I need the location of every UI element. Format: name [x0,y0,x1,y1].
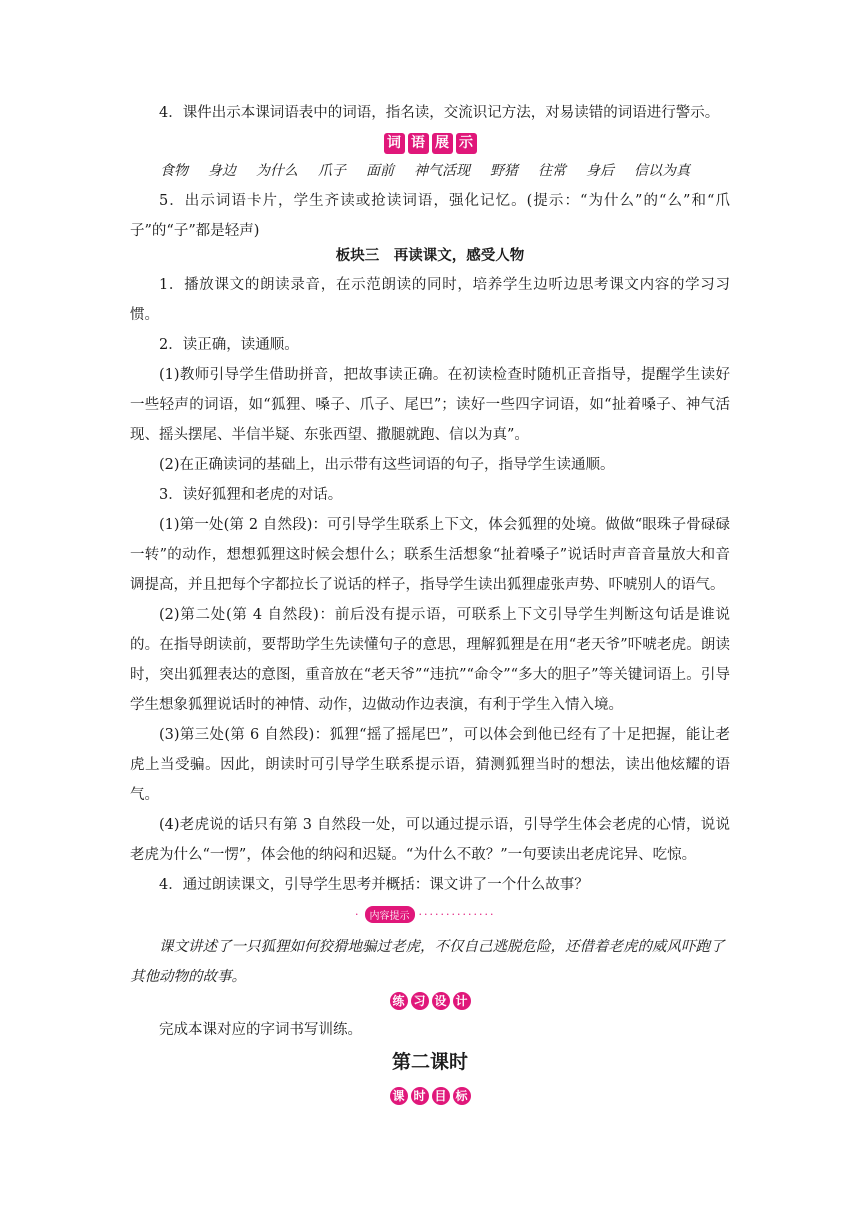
s3-para-3-4: (4)老虎说的话只有第 3 自然段一处，可以通过提示语，引导学生体会老虎的心情，说说老虎为什么“一愣”，体会他的纳闷和迟疑。“为什么不敢？”一句要读出老虎诧异、吃惊。 [130,817,730,863]
badge-char: 设 [432,992,450,1010]
word-item: 爪子 [318,163,346,179]
hint-dots-right: ·············· [418,908,496,921]
section3-body [130,270,730,900]
word-item: 神气活现 [414,163,470,179]
word-item: 野猪 [490,163,518,179]
badge-char: 计 [453,992,471,1010]
hint-dots-left: · [355,908,361,921]
section3-title: 板块三 再读课文，感受人物 [335,248,525,264]
badge-char: 词 [384,133,405,154]
s3-para-3-1: (1)第一处(第 2 自然段)：可引导学生联系上下文，体会狐狸的处境。做做“眼珠子骨碌碌一转”的动作，想想狐狸这时候会想什么；联系生活想象“扯着嗓子”说话时声音音量放大和音调提高，并且把每个字都拉长了说话的样子，指导学生读出狐狸虚张声势、吓唬别人的语气。 [130,517,730,593]
section3-heading [0,244,860,265]
word-item: 面前 [366,163,394,179]
content-hint-row [355,906,495,923]
goals-badge [390,1087,471,1105]
practice-header [0,990,860,1010]
step5-text: 5．出示词语卡片，学生齐读或抢读词语，强化记忆。(提示：“为什么”的“么”和“爪子”的“子”都是轻声) [130,193,730,239]
badge-char: 练 [390,992,408,1010]
step4-block [130,98,730,128]
badge-char: 时 [411,1087,429,1105]
lesson2-title: 第二课时 [391,1051,468,1073]
badge-char: 习 [411,992,429,1010]
word-item: 身边 [208,163,236,179]
s3-para-2-2: (2)在正确读词的基础上，出示带有这些词语的句子，指导学生读通顺。 [159,457,615,473]
content-hint-badge: 内容提示 [365,906,415,923]
badge-char: 展 [432,133,453,154]
word-item: 为什么 [256,163,298,179]
word-item: 信以为真 [634,163,690,179]
s3-para-3: 3．读好狐狸和老虎的对话。 [159,487,343,503]
s3-para-3-3: (3)第三处(第 6 自然段)：狐狸“摇了摇尾巴”，可以体会到他已经有了十足把握，能让老虎上当受骗。因此，朗读时可引导学生联系提示语，猜测狐狸当时的想法，读出他炫耀的语气。 [130,727,730,803]
s3-para-2-1: (1)教师引导学生借助拼音，把故事读正确。在初读检查时随机正音指导，提醒学生读好一些轻声的词语，如“狐狸、嗓子、爪子、尾巴”；读好一些四字词语，如“扯着嗓子、神气活现、摇头摆尾、半信半疑、东张西望、撒腿就跑、信以为真”。 [130,367,730,443]
practice-block [130,1015,730,1045]
practice-badge [390,992,471,1010]
word-item: 身后 [586,163,614,179]
goals-header [0,1085,860,1105]
badge-char: 语 [408,133,429,154]
s3-para-1: 1．播放课文的朗读录音，在示范朗读的同时，培养学生边听边思考课文内容的学习习惯。 [130,277,730,323]
lesson2-heading [0,1047,860,1074]
word-item: 食物 [160,163,188,179]
s3-para-4: 4．通过朗读课文，引导学生思考并概括：课文讲了一个什么故事？ [159,877,589,893]
story-summary: 课文讲述了一只狐狸如何狡猾地骗过老虎，不仅自己逃脱危险，还借着老虎的威风吓跑了其他动物的故事。 [130,939,725,985]
badge-char: 目 [432,1087,450,1105]
step5-block [130,186,730,246]
s3-para-2: 2．读正确，读通顺。 [159,337,299,353]
word-display-badge [384,133,477,154]
word-list [160,158,720,184]
badge-char: 课 [390,1087,408,1105]
badge-char: 标 [453,1087,471,1105]
word-item: 往常 [538,163,566,179]
badge-char: 示 [456,133,477,154]
practice-text: 完成本课对应的字词书写训练。 [159,1022,362,1038]
step4-text: 4．课件出示本课词语表中的词语，指名读，交流识记方法，对易读错的词语进行警示。 [159,105,720,121]
s3-para-3-2: (2)第二处(第 4 自然段)：前后没有提示语，可联系上下文引导学生判断这句话是谁说的。在指导朗读前，要帮助学生先读懂句子的意思，理解狐狸是在用“老天爷”吓唬老虎。朗读时，突出狐狸表达的意图，重音放在“老天爷”“违抗”“命令”“多大的胆子”等关键词语上。引导学生想象狐狸说话时的神情、动作，边做动作边表演，有利于学生入情入境。 [130,607,730,713]
word-display-header [0,132,860,154]
